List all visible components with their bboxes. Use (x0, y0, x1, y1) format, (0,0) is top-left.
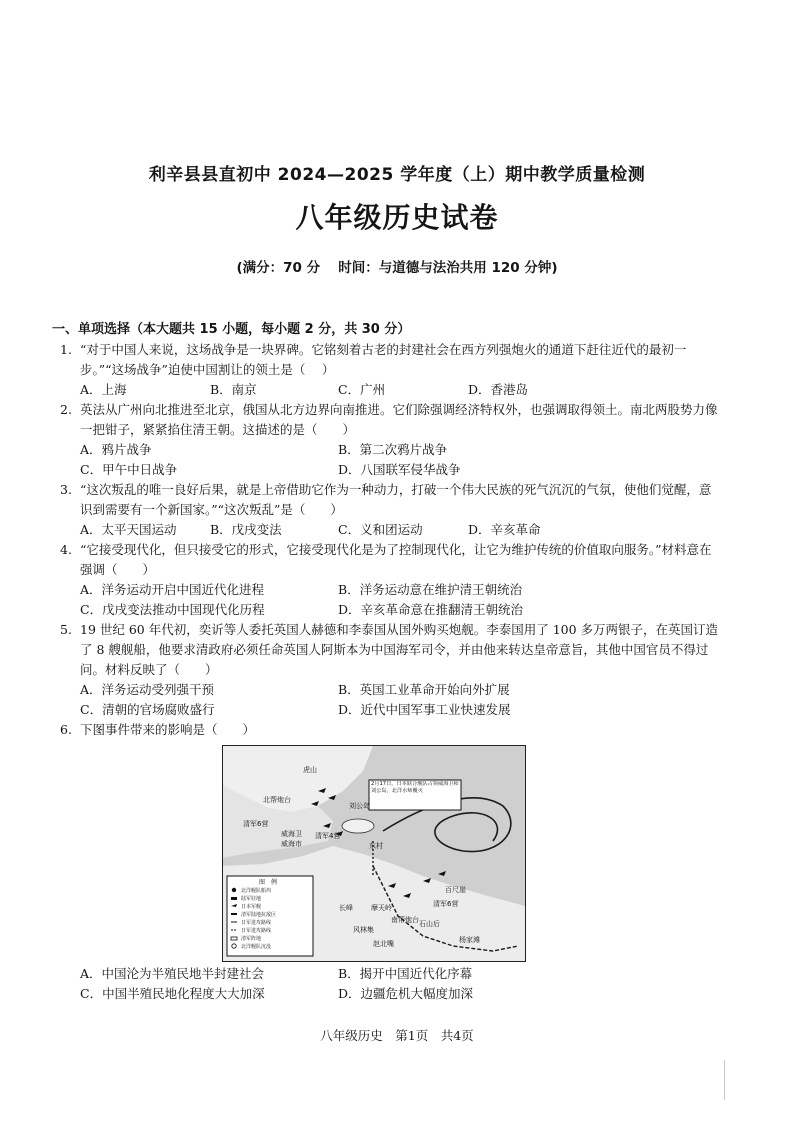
map-label: 南帮炮台 (391, 916, 419, 924)
scan-artifact (724, 1060, 725, 1100)
option-d: D．八国联军侵华战争 (338, 462, 461, 477)
question-number: 3. (60, 482, 72, 497)
map-label: 北帮炮台 (263, 796, 291, 804)
map-label: 百尺崖 (445, 886, 466, 894)
option-d: D．边疆危机大幅度加深 (338, 986, 474, 1001)
legend-item: 日军进攻路线 (241, 928, 272, 934)
question-stem: 19 世纪 60 年代初，奕䜣等人委托英国人赫德和李泰国从国外购买炮舰。李泰国用了 100 多万两银子，在英国订造了 8 艘舰船，他要求清政府必须任命英国人阿斯本为中国海军司令，并由他来转达皇帝意旨，其他中国官员不得过问。材料反映了（ ） (80, 622, 719, 677)
options-row (80, 964, 720, 984)
exam-info: (满分：70 分 时间：与道德与法治共用 120 分钟) (236, 260, 558, 276)
map-svg (223, 746, 525, 961)
question-5 (60, 620, 720, 720)
option-c: C．清朝的官场腐败盛行 (80, 702, 215, 717)
options-row (80, 440, 720, 460)
legend-item: 清军阵地 (241, 936, 262, 942)
question-stem: 英法从广州向北推进至北京，俄国从北方边界向南推进。它们除强调经济特权外，也强调取得领土。南北两股势力像一把钳子，紧紧掐住清王朝。这描述的是（ ） (80, 402, 718, 437)
option-c: C．甲午中日战争 (80, 462, 178, 477)
question-number: 4. (60, 542, 72, 557)
options-row (80, 984, 720, 1004)
map-label: 长峰 (339, 904, 353, 912)
option-a: A．中国沦为半殖民地半封建社会 (80, 966, 265, 981)
question-number: 1. (60, 342, 72, 357)
option-a: A．洋务运动开启中国近代化进程 (80, 582, 265, 597)
option-a: A．鸦片战争 (80, 442, 152, 457)
option-b: B．洋务运动意在维护清王朝统治 (338, 582, 523, 597)
legend-item: 陆军驻地 (241, 896, 262, 902)
map-label: 摩天岭 (371, 904, 392, 912)
question-number: 6. (60, 722, 72, 737)
options-row (80, 460, 720, 480)
question-4 (60, 540, 720, 620)
question-number: 5. (60, 622, 72, 637)
option-a: A．上海 (80, 382, 127, 397)
option-b: B．第二次鸦片战争 (338, 442, 448, 457)
question-stem: 下图事件带来的影响是（ ） (80, 722, 256, 737)
map-label: 清军4营 (315, 832, 341, 840)
map-label: 杨家滩 (459, 936, 480, 944)
map-label: 赵北嘴 (373, 940, 394, 948)
question-stem: “这次叛乱的唯一良好后果，就是上帝借助它作为一种动力，打破一个伟大民族的死气沉沉的气氛，使他们觉醒，意识到需要有一个新国家。”“这次叛乱”是（ ） (80, 482, 712, 517)
exam-title: 八年级历史试卷 (295, 201, 499, 234)
legend-item: 北洋舰队沉没 (241, 944, 272, 950)
option-b: B．戊戌变法 (210, 522, 282, 537)
weihaiwei-battle-map (222, 745, 526, 962)
option-a: A．太平天国运动 (80, 522, 177, 537)
section-heading: 一、单项选择（本大题共 15 小题，每小题 2 分，共 30 分） (52, 322, 411, 337)
question-number: 2. (60, 402, 72, 417)
option-c: C．中国半殖民地化程度大大加深 (80, 986, 265, 1001)
option-a: A．洋务运动受列强干预 (80, 682, 215, 697)
option-c: C．戊戌变法推动中国现代化历程 (80, 602, 265, 617)
question-6-options (60, 964, 720, 1004)
options-row (80, 700, 720, 720)
option-b: B．南京 (210, 382, 257, 397)
page-footer: 八年级历史 第1页 共4页 (320, 1028, 474, 1043)
option-b: B．揭开中国近代化序幕 (338, 966, 473, 981)
map-label: 清军6营 (243, 820, 269, 828)
option-c: C．广州 (338, 382, 386, 397)
question-6 (60, 720, 720, 740)
map-label: 风林集 (353, 926, 374, 934)
options-row (80, 600, 720, 620)
map-label: 威海市 (281, 840, 302, 848)
options-row (80, 520, 720, 540)
legend-item: 日军进攻路线 (241, 920, 272, 926)
map-label: 威海卫 (281, 830, 302, 838)
map-label: 虎山 (303, 766, 317, 774)
map-label: 刘公岛 (349, 802, 370, 810)
options-row (80, 580, 720, 600)
option-d: D．辛亥革命意在推翻清王朝统治 (338, 602, 524, 617)
option-d: D．辛亥革命 (468, 522, 541, 537)
question-3 (60, 480, 720, 540)
options-row (80, 380, 720, 400)
option-b: B．英国工业革命开始向外扩展 (338, 682, 510, 697)
option-d: D．近代中国军事工业快速发展 (338, 702, 511, 717)
map-label: 清军6营 (433, 900, 459, 908)
map-label: 东村 (369, 842, 383, 850)
question-stem: “对于中国人来说，这场战争是一块界碑。它铭刻着古老的封建社会在西方列强炮火的通道下赶往近代的最初一步。”“这场战争”迫使中国割让的领土是（ ） (80, 342, 687, 377)
school-title: 利辛县县直初中 2024—2025 学年度（上）期中教学质量检测 (148, 165, 646, 185)
option-c: C．义和团运动 (338, 522, 423, 537)
question-2 (60, 400, 720, 480)
liugong-island (342, 819, 374, 833)
options-row (80, 680, 720, 700)
legend-item: 北洋舰队船坞 (241, 888, 272, 894)
map-label: 石山后 (419, 920, 440, 928)
question-stem: “它接受现代化，但只接受它的形式，它接受现代化是为了控制现代化，让它为维护传统的价值取向服务。”材料意在强调（ ） (80, 542, 712, 577)
legend-item: 清军陆地抗敌区 (241, 912, 277, 918)
option-d: D．香港岛 (468, 382, 529, 397)
map-annotation: 2月17日，日本联合舰队占领威海卫和刘公岛，北洋水师覆灭 (371, 781, 459, 794)
legend-title: 图 例 (259, 879, 278, 886)
legend-item: 日本军舰 (241, 904, 262, 910)
question-1 (60, 340, 720, 400)
